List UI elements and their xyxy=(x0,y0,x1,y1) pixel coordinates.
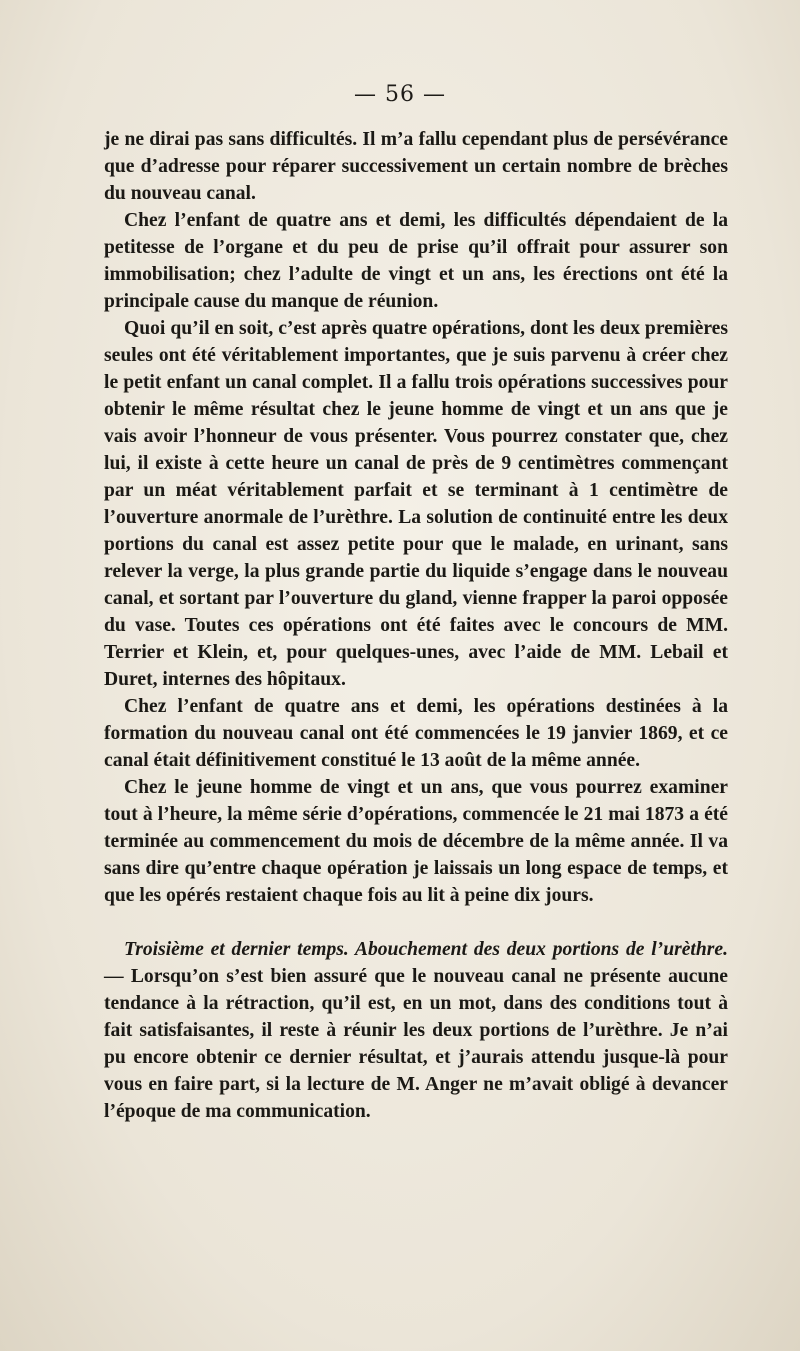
paragraph-1: je ne dirai pas sans difficultés. Il m’a fallu cependant plus de persévérance que d’adresse pour réparer successivement un certain nombre de brèches du nouveau canal. xyxy=(104,129,728,204)
paragraph-5: Chez le jeune homme de vingt et un ans, que vous pourrez examiner tout à l’heure, la même série d’opérations, commencée le 21 mai 1873 a été terminée au commencement du mois de décembre de la même année. Il va sans dire qu’entre chaque opération je laissais un long espace de temps, et que les opérés restaient chaque fois au lit à peine dix jours. xyxy=(104,777,728,906)
paragraph-4: Chez l’enfant de quatre ans et demi, les opérations destinées à la formation du nouveau canal ont été commencées le 19 janvier 1869, et ce canal était définitivement constitué le 13 août de la même année. xyxy=(104,696,728,771)
section-body: — Lorsqu’on s’est bien assuré que le nouveau canal ne présente aucune tendance à la rétraction, qu’il est, en un mot, dans des conditions tout à fait satisfaisantes, il reste à réunir les deux portions de l’urèthre. Je n’ai pu encore obtenir ce dernier résultat, et j’aurais attendu jusque-là pour vous en faire part, si la lecture de M. Anger ne m’avait obligé à devancer l’époque de ma communication. xyxy=(104,966,728,1122)
page-number: — 56 — xyxy=(354,82,446,107)
section-title: Troisième et dernier temps. Abouchement des deux portions de l’urèthre. xyxy=(124,939,728,960)
paragraph-3: Quoi qu’il en soit, c’est après quatre opérations, dont les deux premières seules ont été véritablement importantes, que je suis parvenu à créer chez le petit enfant un canal complet. Il a fallu trois opérations successives pour obtenir le même résultat chez le jeune homme de vingt et un ans que je vais avoir l’honneur de vous présenter. Vous pourrez constater que, chez lui, il existe à cette heure un canal de près de 9 centimètres commençant par un méat véritablement parfait et se terminant à 1 centimètre de l’ouverture anormale de l’urèthre. La solution de continuité entre les deux portions du canal est assez petite pour que le malade, en urinant, sans relever la verge, la plus grande partie du liquide s’engage dans le nouveau canal, et sortant par l’ouverture du gland, vienne frapper la paroi opposée du vase. Toutes ces opérations ont été faites avec le concours de MM. Terrier et Klein, et, pour quelques-unes, avec l’aide de MM. Lebail et Duret, internes des hôpitaux. xyxy=(104,318,728,690)
section-paragraph xyxy=(104,936,728,1125)
body-text xyxy=(104,126,728,1125)
paragraph-2: Chez l’enfant de quatre ans et demi, les difficultés dépendaient de la petitesse de l’organe et du peu de prise qu’il offrait pour assurer son immobilisation; chez l’adulte de vingt et un ans, les érections ont été la principale cause du manque de réunion. xyxy=(104,210,728,312)
